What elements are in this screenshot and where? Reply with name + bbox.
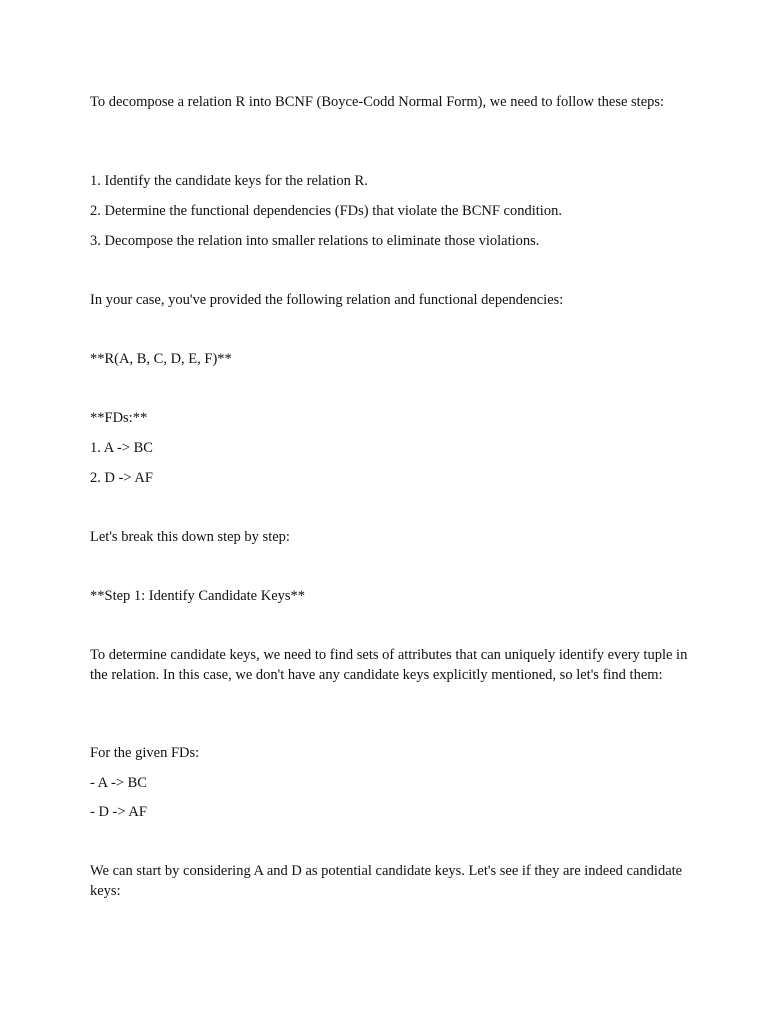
candidate-keys-paragraph: To determine candidate keys, we need to find sets of attributes that can uniquely identify every tuple in the relation. In this case, we don't have any candidate keys explicitly mentioned, so let's find them: [90,647,688,683]
breakdown-paragraph: Let's break this down step by step: [90,529,290,545]
step-list-item-3: 3. Decompose the relation into smaller relations to eliminate those violations. [90,233,540,249]
fd-list-item-2: 2. D -> AF [90,470,153,486]
relation-heading: **R(A, B, C, D, E, F)** [90,351,232,367]
intro-paragraph: To decompose a relation R into BCNF (Boyce-Codd Normal Form), we need to follow these steps: [90,94,665,110]
step-list-item-2: 2. Determine the functional dependencies (FDs) that violate the BCNF condition. [90,203,562,219]
given-fd-item-1: - A -> BC [90,775,147,791]
given-fds-label: For the given FDs: [90,745,200,761]
context-paragraph: In your case, you've provided the following relation and functional dependencies: [90,292,564,308]
step-1-heading: **Step 1: Identify Candidate Keys** [90,588,306,604]
step-list-item-1: 1. Identify the candidate keys for the relation R. [90,173,368,189]
potential-keys-paragraph: We can start by considering A and D as potential candidate keys. Let's see if they are indeed candidate keys: [90,863,683,899]
fd-list-item-1: 1. A -> BC [90,440,153,456]
fds-heading: **FDs:** [90,410,148,426]
given-fd-item-2: - D -> AF [90,804,147,820]
